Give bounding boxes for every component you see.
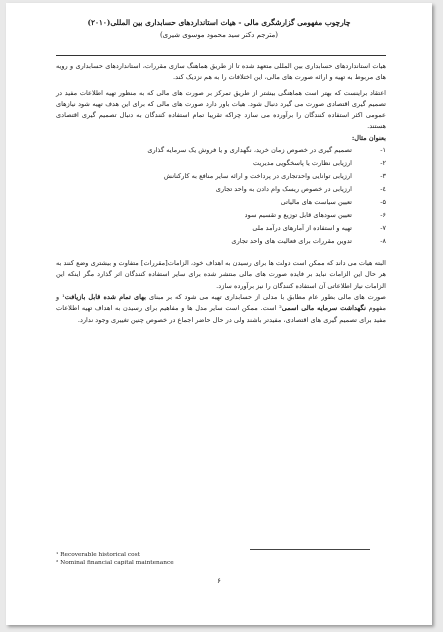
page-body [56,61,386,326]
list-item: ۱- تصمیم گیری در خصوص زمان خرید، نگهداری و یا فروش یک سرمایه گذاری [147,146,386,155]
bold-term-recoverable-cost: بهای تمام شده قابل بازیافت [64,292,147,301]
paragraph-1: هیات استانداردهای حسابداری بین المللی متعهد شده تا از طریق هماهنگ سازی مقررات، استانداردهای حسابداری و رویه های مربوط به تهیه و ارائه صورت های مالی، این اختلافات را به هم نزدیک کند. [56,62,386,82]
header-divider [56,55,386,56]
list-intro: بعنوان مثال: [351,133,386,142]
page-number: ۶ [217,577,221,585]
page-header [6,17,432,41]
footnote-divider [250,549,370,550]
list-item: ۷- تهیه و استفاده از آمارهای درآمد ملی [252,224,386,233]
list-item: ٤- ارزیابی در خصوص ریسک وام دادن به واحد تجاری [215,185,386,194]
paragraph-4: صورت های مالی بطور عام مطابق با مدلی از حسابداری تهیه می شود که بر مبنای بهای تمام شده قابل بازیافت¹ و مفهوم نگهداشت سرمایه مالی اسمی² است. ممکن است سایر مدل ها و مفاهیم برای رسیدن به اهداف تهیه اطلاعات مفید برای تصمیم گیری های اقتصادی، مفیدتر باشند ولی در حال حاضر اجماع در خصوص چنین تغییری وجود ندارد. [56,292,387,324]
examples-list [56,144,386,248]
paragraph-2: اعتقاد براینست که بهتر است هماهنگی بیشتر از طریق تمرکز بر صورت های مالی که به منظور تهیه اطلاعات مفید در تصمیم گیری اقتصادی صورت می گیرد دنبال شود. هیات باور دارد صورت های مالی که برای این هدف تهیه شود نیازهای عمومی اکثر استفاده کنندگان را برآورده می سازد چراکه تقریبا تمام استفاده کنندگان به دنبال تصمیم گیری اقتصادی هستند. [56,88,386,131]
bold-term-capital-maintenance: نگهداشت سرمایه مالی اسمی [281,304,366,313]
header-subtitle: (مترجم دکتر سید محمود موسوی شیری) [159,31,279,39]
document-page [6,3,432,625]
footnote-1: ¹ Recoverable historical cost [56,552,140,558]
list-item: ۳- ارزیابی توانایی واحدتجاری در پرداخت و ارائه سایر منافع به کارکنانش [163,172,386,181]
list-item: ۶- تعیین سودهای قابل توزیع و تقسیم سود [244,211,386,220]
footnote-2: ² Nominal financial capital maintenance [56,560,174,566]
list-item: ۸- تدوین مقررات برای فعالیت های واحد تجاری [231,237,386,246]
list-item: ۵- تعیین سیاست های مالیاتی [280,198,386,207]
header-title: چارچوب مفهومی گزارشگری مالی - هیات استانداردهای حسابداری بین المللی(۲۰۱۰) [87,18,351,27]
list-item: ۲- ارزیابی نظارت یا پاسخگویی مدیریت [252,159,386,168]
paragraph-3: البته هیات می داند که ممکن است دولت ها برای رسیدن به اهداف خود، الزامات[مقررات] متفاوت و بیشتری وضع کنند به هر حال این الزامات نباید بر فایده صورت های مالی منتشر شده برای سایر استفاده کنندگان اثر گذارد مگر اینکه این الزامات نیاز اطلاعاتی آن استفاده کنندگان را نیز برآورده سازد. [56,259,386,290]
footnotes [56,551,174,567]
